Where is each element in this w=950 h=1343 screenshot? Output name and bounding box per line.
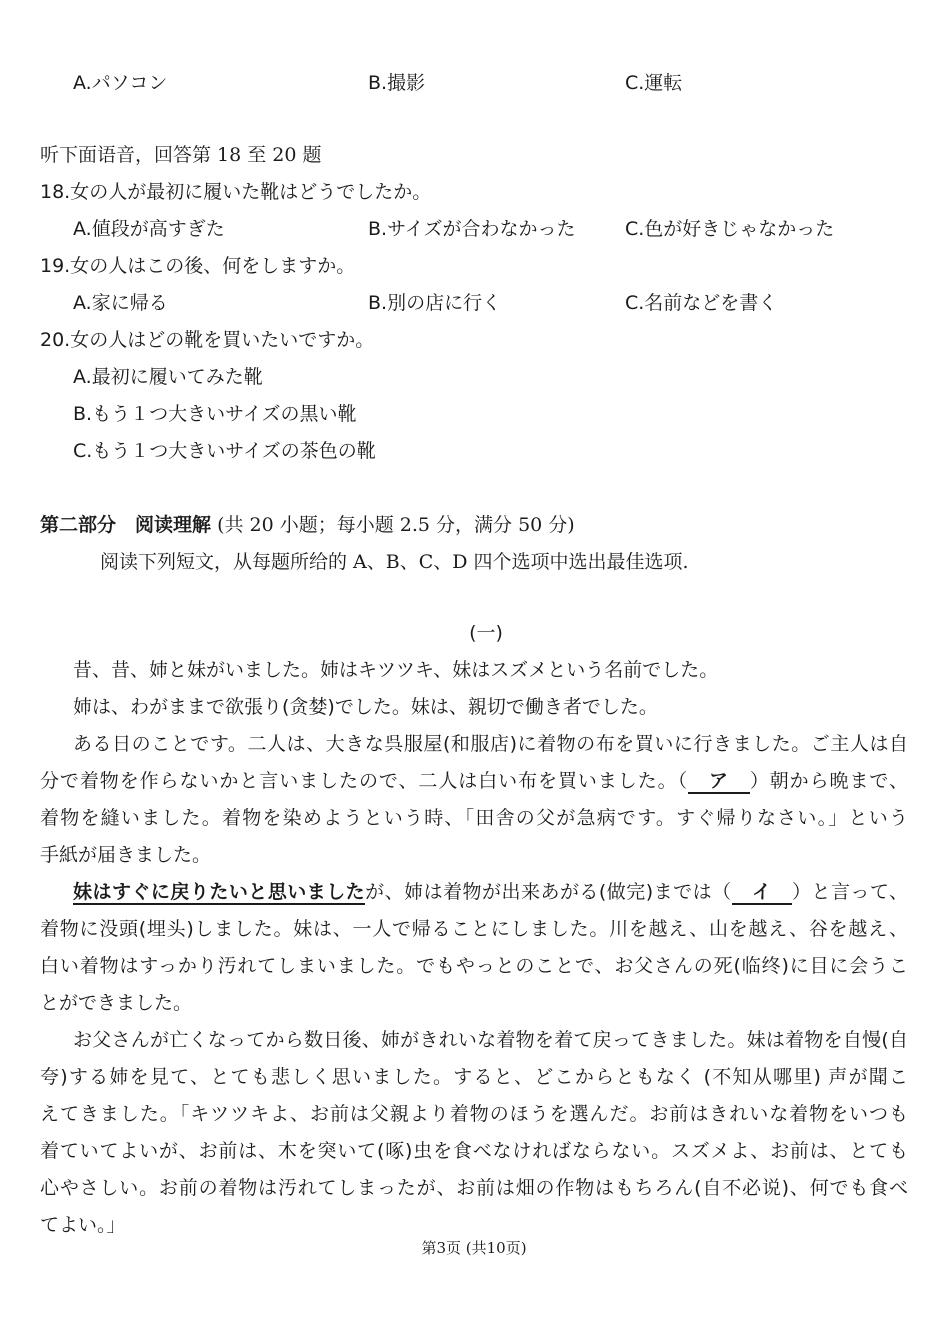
passage-line: とができました。 <box>40 992 193 1014</box>
page-footer: 第3页 (共10页) <box>421 1239 527 1257</box>
q18-options-row <box>40 211 908 248</box>
passage-text: 分で着物を作らないかと言いましたので、二人は白い布を買いました。（ <box>40 770 688 792</box>
passage-number: (一) <box>469 622 503 644</box>
passage-line: 手紙が届きました。 <box>40 844 212 866</box>
blank-i: イ <box>732 881 791 903</box>
passage-text: ）朝から晩まで、 <box>749 770 908 792</box>
q17-option-c: C.運転 <box>625 72 683 94</box>
passage-line: 昔、昔、姉と妹がいました。姉はキツツキ、妹はスズメという名前でした。 <box>73 659 719 681</box>
passage-line: 姉は、わがままで欲張り(贪婪)でした。妹は、親切で働き者でした。 <box>73 696 658 718</box>
passage-text: ）と言って、 <box>791 881 908 903</box>
passage-line: ある日のことです。二人は、大きな呉服屋(和服店)に着物の布を買いに行きました。ご主人は自 <box>73 733 908 755</box>
passage-line: てよい。」 <box>40 1214 126 1236</box>
passage-line: 着物に没頭(埋头)しました。妹は、一人で帰ることにしました。川を越え、山を越え、谷を越え、 <box>40 918 908 940</box>
passage-line: お父さんが亡くなってから数日後、姉がきれいな着物を着て戻ってきました。妹は着物を自慢(自 <box>73 1029 908 1051</box>
question-18: 18.女の人が最初に履いた靴はどうでしたか。 <box>40 181 432 203</box>
reading-section-heading <box>40 507 908 544</box>
passage-line: 着物を縫いました。着物を染めようという時、「田舎の父が急病です。すぐ帰りなさい。」という <box>40 807 908 829</box>
q19-option-b: B.別の店に行く <box>368 292 502 314</box>
reading-section-title: 第二部分 阅读理解 <box>40 514 212 536</box>
passage-line: 着ていてよいが、お前は、木を突いて(啄)虫を食べなければならない。スズメよ、お前は、とても <box>40 1140 908 1162</box>
q19-option-a: A.家に帰る <box>73 292 168 314</box>
q17-options-row <box>40 65 908 102</box>
underlined-phrase: 妹はすぐに戻りたいと思いました <box>73 881 366 903</box>
passage-line: えてきました。「キツツキよ、お前は父親より着物のほうを選んだ。お前はきれいな着物をいつも <box>40 1103 908 1125</box>
q17-option-a: A.パソコン <box>73 72 168 94</box>
passage-text: が、姉は着物が出来あがる(做完)までは（ <box>365 881 732 903</box>
listening-instruction: 听下面语音，回答第 18 至 20 题 <box>40 144 322 166</box>
reading-instruction: 阅读下列短文，从每题所给的 A、B、C、D 四个选项中选出最佳选项. <box>100 551 689 573</box>
question-19: 19.女の人はこの後、何をしますか。 <box>40 255 356 277</box>
passage-line: 夸)する姉を見て、とても悲しく思いました。すると、どこからともなく (不知从哪里) 声が聞こ <box>40 1066 908 1088</box>
passage-line-with-blank-i <box>40 874 908 911</box>
blank-a: ア <box>689 770 749 792</box>
q18-option-c: C.色が好きじゃなかった <box>625 218 835 240</box>
q17-option-b: B.撮影 <box>368 72 426 94</box>
reading-section-meta: (共 20 小题；每小题 2.5 分，满分 50 分) <box>217 514 575 536</box>
q18-option-b: B.サイズが合わなかった <box>368 218 576 240</box>
passage-line-with-blank-a <box>40 763 908 800</box>
passage-line: 白い着物はすっかり汚れてしまいました。でもやっとのことで、お父さんの死(临终)に目に会うこ <box>40 955 908 977</box>
question-20: 20.女の人はどの靴を買いたいですか。 <box>40 329 375 351</box>
q19-options-row <box>40 285 908 322</box>
passage-line: 心やさしい。お前の着物は汚れてしまったが、お前は畑の作物はもちろん(自不必说)、何でも食べ <box>40 1177 908 1199</box>
q20-option-a: A.最初に履いてみた靴 <box>73 366 263 388</box>
q20-option-c: C.もう１つ大きいサイズの茶色の靴 <box>73 440 376 462</box>
q19-option-c: C.名前などを書く <box>625 292 778 314</box>
q20-option-b: B.もう１つ大きいサイズの黒い靴 <box>73 403 357 425</box>
q18-option-a: A.値段が高すぎた <box>73 218 225 240</box>
